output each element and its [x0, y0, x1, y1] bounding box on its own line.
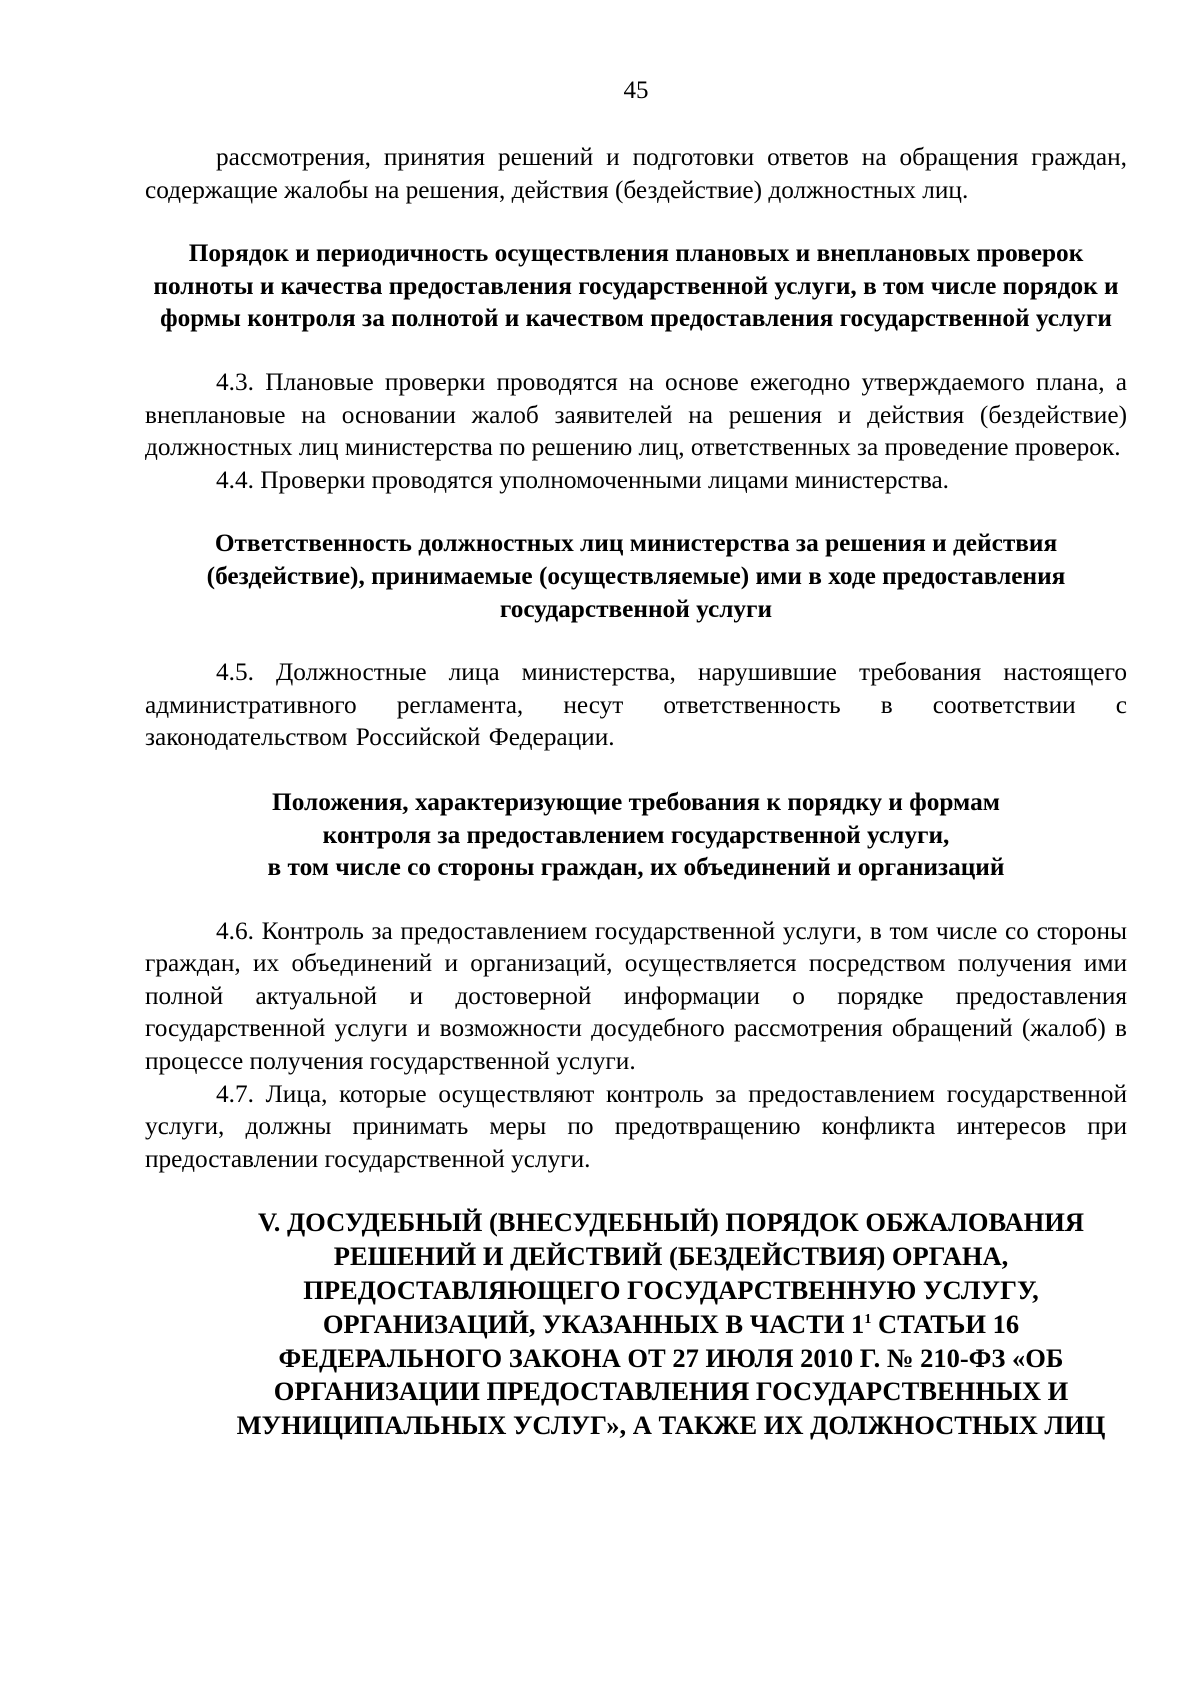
- paragraph-4-3: 4.3. Плановые проверки проводятся на основе ежегодно утверждаемого плана, а внеплановые на основании жалоб заявителей на решения и действия (бездействие) должностных лиц министерства по решению лиц, ответственных за проведение проверок.: [145, 367, 1127, 462]
- chapter-5-title-part-1: V. ДОСУДЕБНЫЙ (ВНЕСУДЕБНЫЙ) ПОРЯДОК ОБЖАЛОВАНИЯ РЕШЕНИЙ И ДЕЙСТВИЙ (БЕЗДЕЙСТВИЯ) ОРГАНА, ПРЕДОСТАВЛЯЮЩЕГО ГОСУДАРСТВЕННУЮ УСЛУГУ, ОРГАНИЗАЦИЙ, УКАЗАННЫХ В ЧАСТИ 1: [257, 1207, 1085, 1339]
- paragraph-4-7: 4.7. Лица, которые осуществляют контроль за предоставлением государственной услуги, должны принимать меры по предотвращению конфликта интересов при предоставлении государственной услуги.: [145, 1079, 1127, 1173]
- section-3-heading-line-2: контроля за предоставлением государственной услуги,: [322, 820, 950, 849]
- page-number: 45: [623, 77, 649, 104]
- section-2-heading: Ответственность должностных лиц министерства за решения и действия (бездействие), принимаемые (осуществляемые) ими в ходе предоставления государственной услуги: [206, 529, 1066, 623]
- chapter-5-title: [145, 1206, 1127, 1443]
- chapter-5-title-superscript: 1: [864, 1312, 872, 1327]
- section-1-heading: Порядок и периодичность осуществления плановых и внеплановых проверок полноты и качества предоставления государственной услуги, в том числе порядок и формы контроля за полнотой и качеством предоставления государственной услуги: [153, 239, 1119, 333]
- section-3-heading-line-3: в том числе со стороны граждан, их объединений и организаций: [267, 853, 1005, 882]
- paragraph-4-4: 4.4. Проверки проводятся уполномоченными лицами министерства.: [216, 465, 949, 494]
- chapter-5-title-part-2: СТАТЬИ 16 ФЕДЕРАЛЬНОГО ЗАКОНА ОТ 27 ИЮЛЯ 2010 Г. № 210-ФЗ «ОБ ОРГАНИЗАЦИИ ПРЕДОСТАВЛЕНИЯ ГОСУДАРСТВЕННЫХ И МУНИЦИПАЛЬНЫХ УСЛУГ», А ТАКЖЕ ИХ ДОЛЖНОСТНЫХ ЛИЦ: [236, 1308, 1106, 1441]
- paragraph-4-6: 4.6. Контроль за предоставлением государственной услуги, в том числе со стороны граждан, их объединений и организаций, осуществляется посредством получения ими полной актуальной и достоверной информации о порядке предоставления государственной услуги и возможности досудебного рассмотрения обращений (жалоб) в процессе получения государственной услуги.: [145, 916, 1127, 1076]
- paragraph-4-5: 4.5. Должностные лица министерства, нарушившие требования настоящего административного регламента, несут ответственность в соответствии с законодательством Российской Федерации.: [145, 658, 1127, 752]
- intro-paragraph: рассмотрения, принятия решений и подготовки ответов на обращения граждан, содержащие жалобы на решения, действия (бездействие) должностных лиц.: [145, 143, 1127, 204]
- section-3-heading: [145, 786, 1127, 884]
- section-3-heading-line-1: Положения, характеризующие требования к порядку и формам: [272, 787, 1000, 816]
- document-body: [145, 141, 1127, 1443]
